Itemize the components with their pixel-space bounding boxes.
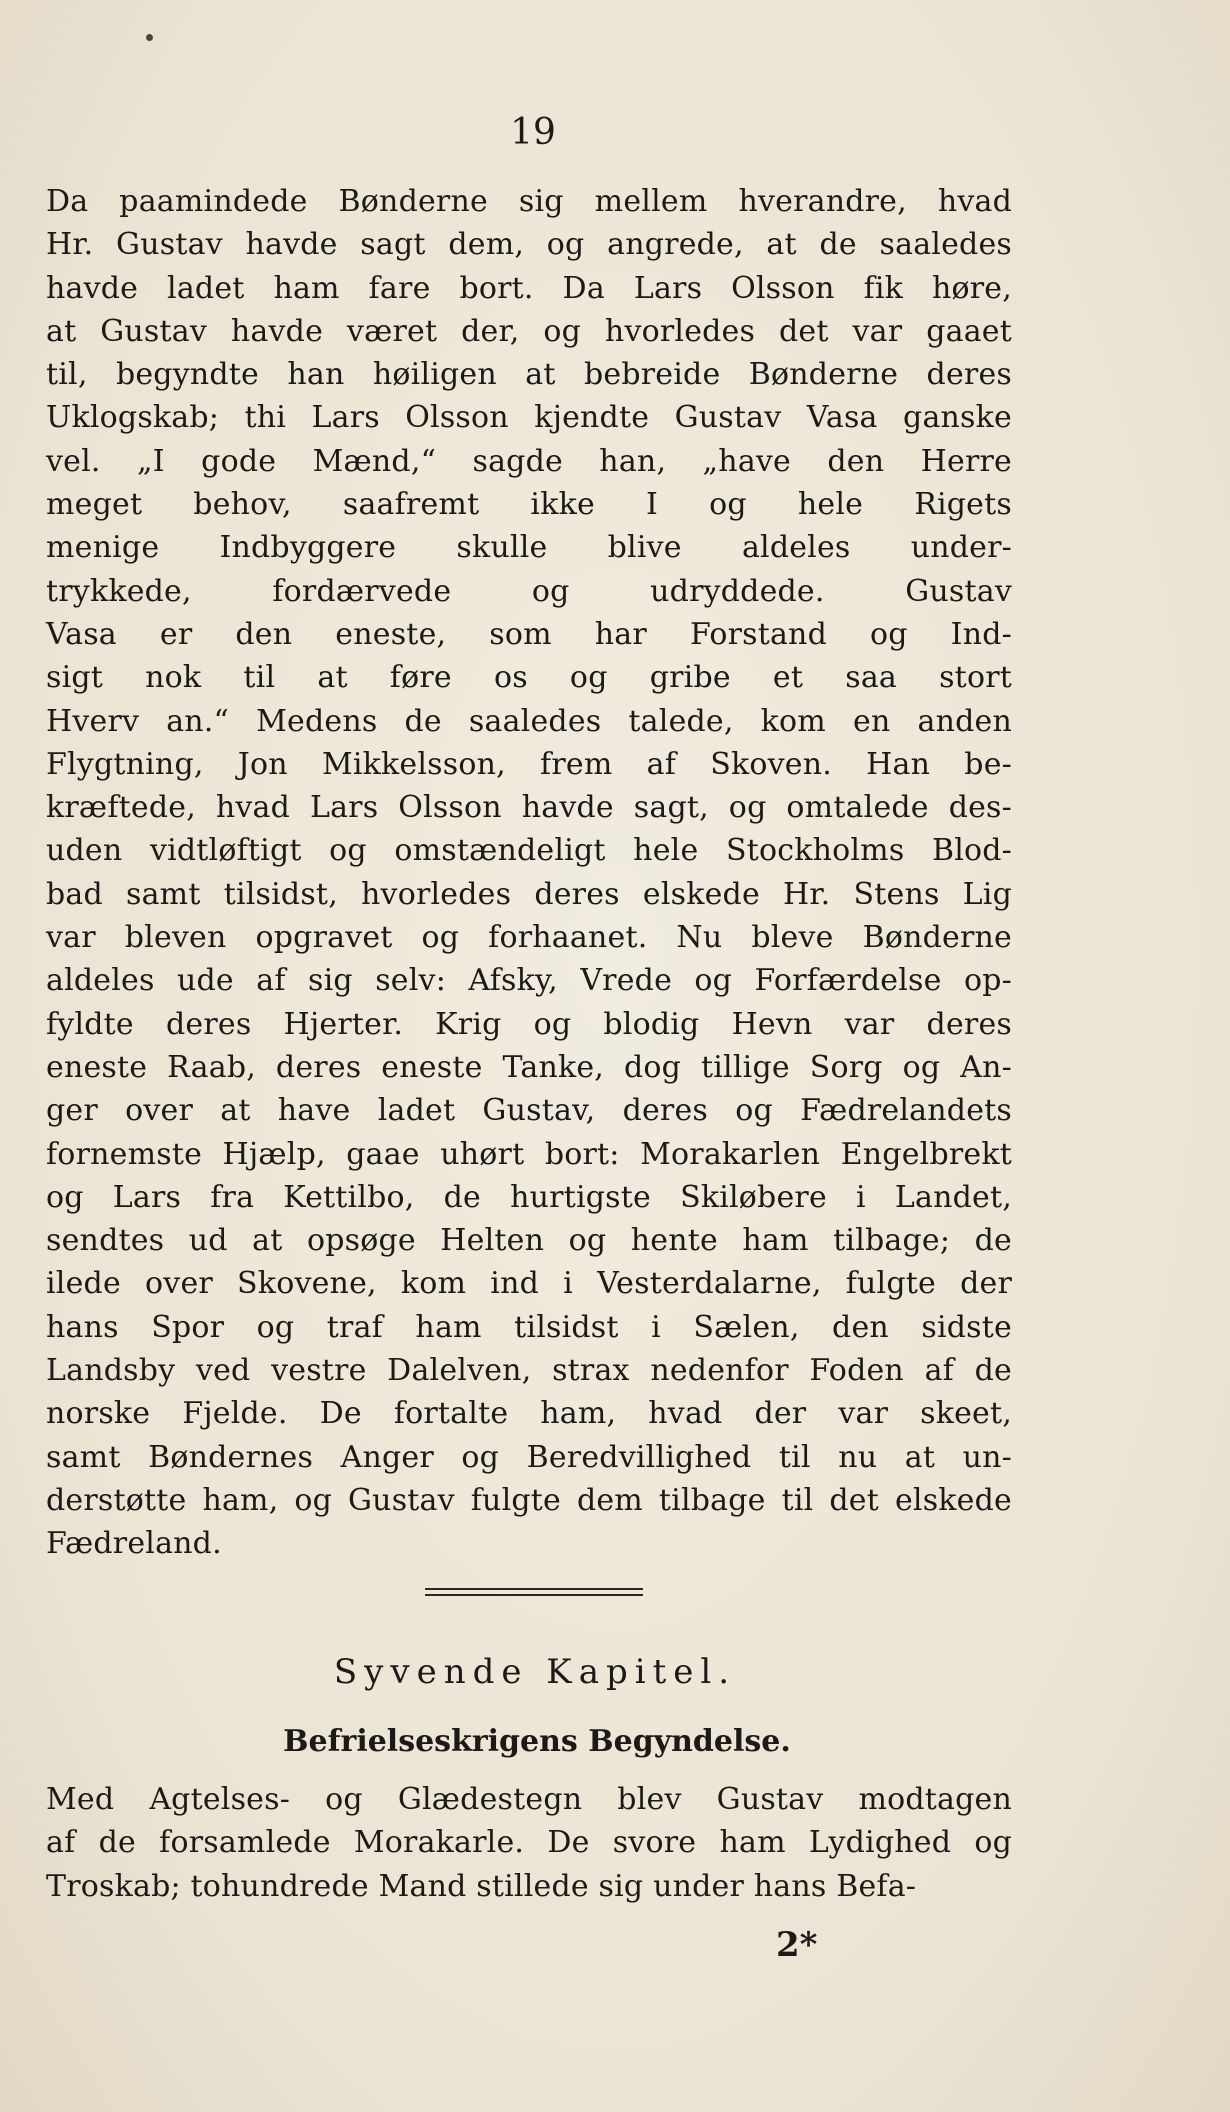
text-line: norske Fjelde. De fortalte ham, hvad der var skeet, bbox=[46, 1396, 1012, 1432]
text-line: ger over at have ladet Gustav, deres og Fædrelandets bbox=[46, 1093, 1012, 1129]
paper-speck bbox=[146, 34, 153, 41]
paragraph-2 bbox=[46, 1778, 1012, 1908]
text-line: fornemste Hjælp, gaae uhørt bort: Morakarlen Engelbrekt bbox=[46, 1136, 1012, 1172]
text-line: Hverv an.“ Medens de saaledes talede, kom en anden bbox=[46, 703, 1012, 739]
text-line: havde ladet ham fare bort. Da Lars Olsson fik høre, bbox=[46, 270, 1012, 306]
paragraph-1 bbox=[46, 180, 1012, 1566]
text-line: trykkede, fordærvede og udryddede. Gustav bbox=[46, 573, 1012, 609]
text-line: kræftede, hvad Lars Olsson havde sagt, og omtalede des- bbox=[46, 790, 1012, 826]
text-line: fyldte deres Hjerter. Krig og blodig Hevn var deres bbox=[46, 1006, 1012, 1042]
text-line: ilede over Skovene, kom ind i Vesterdalarne, fulgte der bbox=[46, 1266, 1012, 1302]
section-divider-rule bbox=[425, 1588, 643, 1596]
text-line: meget behov, saafremt ikke I og hele Rigets bbox=[46, 487, 1012, 523]
signature-mark: 2* bbox=[776, 1925, 818, 1965]
text-line: Vasa er den eneste, som har Forstand og Ind- bbox=[46, 616, 1012, 652]
text-line: Flygtning, Jon Mikkelsson, frem af Skoven. Han be- bbox=[46, 746, 1012, 782]
text-line: Troskab; tohundrede Mand stillede sig under hans Befa- bbox=[46, 1868, 917, 1904]
text-line: Hr. Gustav havde sagt dem, og angrede, at de saaledes bbox=[46, 227, 1012, 263]
text-line: bad samt tilsidst, hvorledes deres elskede Hr. Stens Lig bbox=[46, 876, 1012, 912]
text-line: aldeles ude af sig selv: Afsky, Vrede og Forfærdelse op- bbox=[46, 963, 1012, 999]
text-line: Med Agtelses- og Glædestegn blev Gustav modtagen bbox=[46, 1782, 1012, 1817]
text-line: vel. „I gode Mænd,“ sagde han, „have den Herre bbox=[46, 443, 1012, 479]
text-line: Fædreland. bbox=[46, 1526, 222, 1562]
text-line: sendtes ud at opsøge Helten og hente ham tilbage; de bbox=[46, 1223, 1012, 1259]
text-line: derstøtte ham, og Gustav fulgte dem tilbage til det elskede bbox=[46, 1482, 1012, 1518]
text-line: eneste Raab, deres eneste Tanke, dog tillige Sorg og An- bbox=[46, 1049, 1012, 1085]
text-line: Da paamindede Bønderne sig mellem hverandre, hvad bbox=[46, 184, 1012, 219]
text-line: at Gustav havde været der, og hvorledes det var gaaet bbox=[46, 313, 1012, 349]
text-line: menige Indbyggere skulle blive aldeles under- bbox=[46, 530, 1012, 566]
chapter-title: Syvende Kapitel. bbox=[333, 1652, 737, 1692]
text-line: sigt nok til at føre os og gribe et saa stort bbox=[46, 660, 1012, 696]
section-heading: Befrielseskrigens Begyndelse. bbox=[283, 1724, 791, 1759]
text-line: til, begyndte han høiligen at bebreide Bønderne deres bbox=[46, 357, 1012, 393]
text-line: Landsby ved vestre Dalelven, strax nedenfor Foden af de bbox=[46, 1353, 1012, 1389]
text-line: uden vidtløftigt og omstændeligt hele Stockholms Blod- bbox=[46, 833, 1012, 869]
text-line: og Lars fra Kettilbo, de hurtigste Skiløbere i Landet, bbox=[46, 1179, 1012, 1215]
text-line: af de forsamlede Morakarle. De svore ham Lydighed og bbox=[46, 1825, 1012, 1861]
text-line: Uklogskab; thi Lars Olsson kjendte Gustav Vasa ganske bbox=[46, 400, 1012, 436]
text-line: hans Spor og traf ham tilsidst i Sælen, den sidste bbox=[46, 1309, 1012, 1345]
text-line: var bleven opgravet og forhaanet. Nu bleve Bønderne bbox=[46, 920, 1012, 956]
text-line: samt Bøndernes Anger og Beredvillighed til nu at un- bbox=[46, 1439, 1012, 1475]
page-number: 19 bbox=[510, 112, 556, 153]
